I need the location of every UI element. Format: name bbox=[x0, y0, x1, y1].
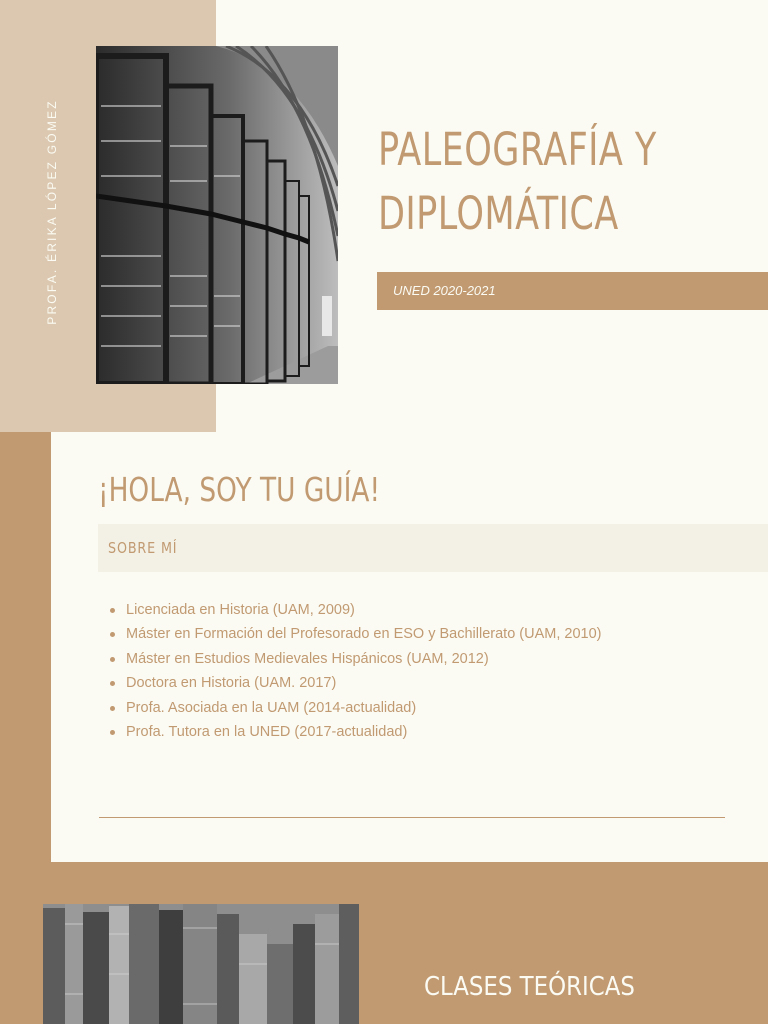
bio-list bbox=[108, 598, 602, 744]
section-divider bbox=[99, 817, 725, 818]
list-item: Doctora en Historia (UAM. 2017) bbox=[108, 671, 602, 695]
title-line-1: PALEOGRAFÍA Y bbox=[378, 123, 657, 176]
title-line-2: DIPLOMÁTICA bbox=[378, 187, 619, 240]
section-label-clases: CLASES TEÓRICAS bbox=[424, 972, 635, 1002]
list-item: Máster en Formación del Profesorado en ESO y Bachillerato (UAM, 2010) bbox=[108, 622, 602, 646]
books-photo-art bbox=[43, 904, 359, 1024]
about-section-bar bbox=[98, 524, 768, 572]
academic-year-bar bbox=[377, 272, 768, 310]
about-heading: SOBRE MÍ bbox=[108, 539, 178, 557]
list-item: Licenciada en Historia (UAM, 2009) bbox=[108, 598, 602, 622]
list-item: Máster en Estudios Medievales Hispánicos (UAM, 2012) bbox=[108, 647, 602, 671]
library-photo-art bbox=[96, 46, 338, 384]
left-accent-stripe bbox=[0, 432, 51, 862]
academic-year-label: UNED 2020-2021 bbox=[393, 283, 496, 298]
list-item: Profa. Asociada en la UAM (2014-actualidad) bbox=[108, 696, 602, 720]
greeting-heading: ¡HOLA, SOY TU GUÍA! bbox=[98, 470, 381, 509]
library-interior-photo bbox=[96, 46, 338, 384]
author-vertical-label: PROFA. ÉRIKA LÓPEZ GÓMEZ bbox=[45, 99, 59, 325]
list-item: Profa. Tutora en la UNED (2017-actualidad) bbox=[108, 720, 602, 744]
old-books-photo bbox=[43, 904, 359, 1024]
page-title bbox=[378, 118, 674, 246]
